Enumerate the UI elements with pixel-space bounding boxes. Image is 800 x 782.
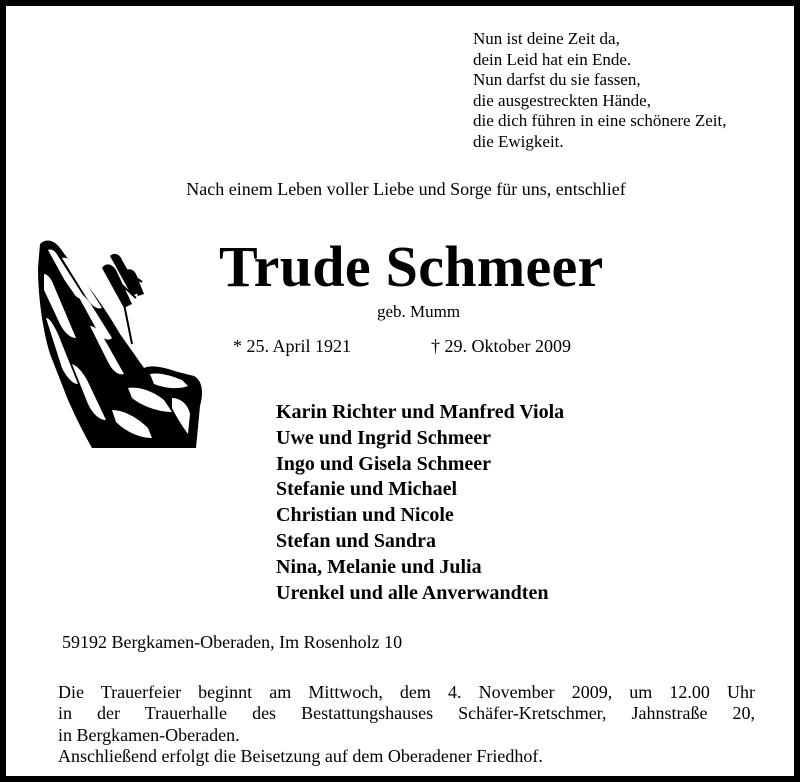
birth-date: * 25. April 1921 — [233, 336, 352, 356]
deceased-name: Trude Schmeer — [219, 234, 604, 299]
poem-line: Nun ist deine Zeit da, — [473, 29, 620, 48]
poem-line: Nun darfst du sie fassen, — [473, 70, 641, 89]
family-entry: Stefanie und Michael — [276, 478, 458, 501]
poem-line: dein Leid hat ein Ende. — [473, 49, 632, 69]
notice-line: in der Trauerhalle des Bestattungshauses Schäfer-Kretschmer, Jahnstraße 20, — [58, 703, 755, 724]
family-entry: Christian und Nicole — [276, 504, 454, 527]
notice-line: in Bergkamen-Oberaden. — [58, 724, 240, 745]
address: 59192 Bergkamen-Oberaden, Im Rosenholz 10 — [62, 632, 403, 652]
notice-line: Anschließend erfolgt die Beisetzung auf dem Oberadener Friedhof. — [58, 745, 543, 766]
praying-hands-icon — [32, 234, 207, 456]
poem — [473, 29, 726, 152]
death-date: † 29. Oktober 2009 — [431, 336, 571, 356]
funeral-notice — [58, 682, 755, 767]
family-entry: Stefan und Sandra — [276, 529, 437, 552]
family-entry: Uwe und Ingrid Schmeer — [276, 426, 492, 449]
family-entry: Karin Richter und Manfred Viola — [276, 401, 565, 423]
poem-line: die ausgestreckten Hände, — [473, 90, 651, 110]
maiden-name: geb. Mumm — [377, 302, 461, 321]
family-entry: Nina, Melanie und Julia — [276, 555, 482, 578]
family-entry: Ingo und Gisela Schmeer — [276, 452, 492, 475]
poem-line: die Ewigkeit. — [473, 131, 564, 151]
notice-line: Die Trauerfeier beginnt am Mittwoch, dem 4. November 2009, um 12.00 Uhr — [58, 682, 755, 702]
intro-text: Nach einem Leben voller Liebe und Sorge für uns, entschlief — [186, 179, 626, 199]
family-list — [276, 400, 564, 606]
poem-line: die dich führen in eine schönere Zeit, — [473, 111, 727, 130]
family-entry: Urenkel und alle Anverwandten — [276, 581, 549, 604]
